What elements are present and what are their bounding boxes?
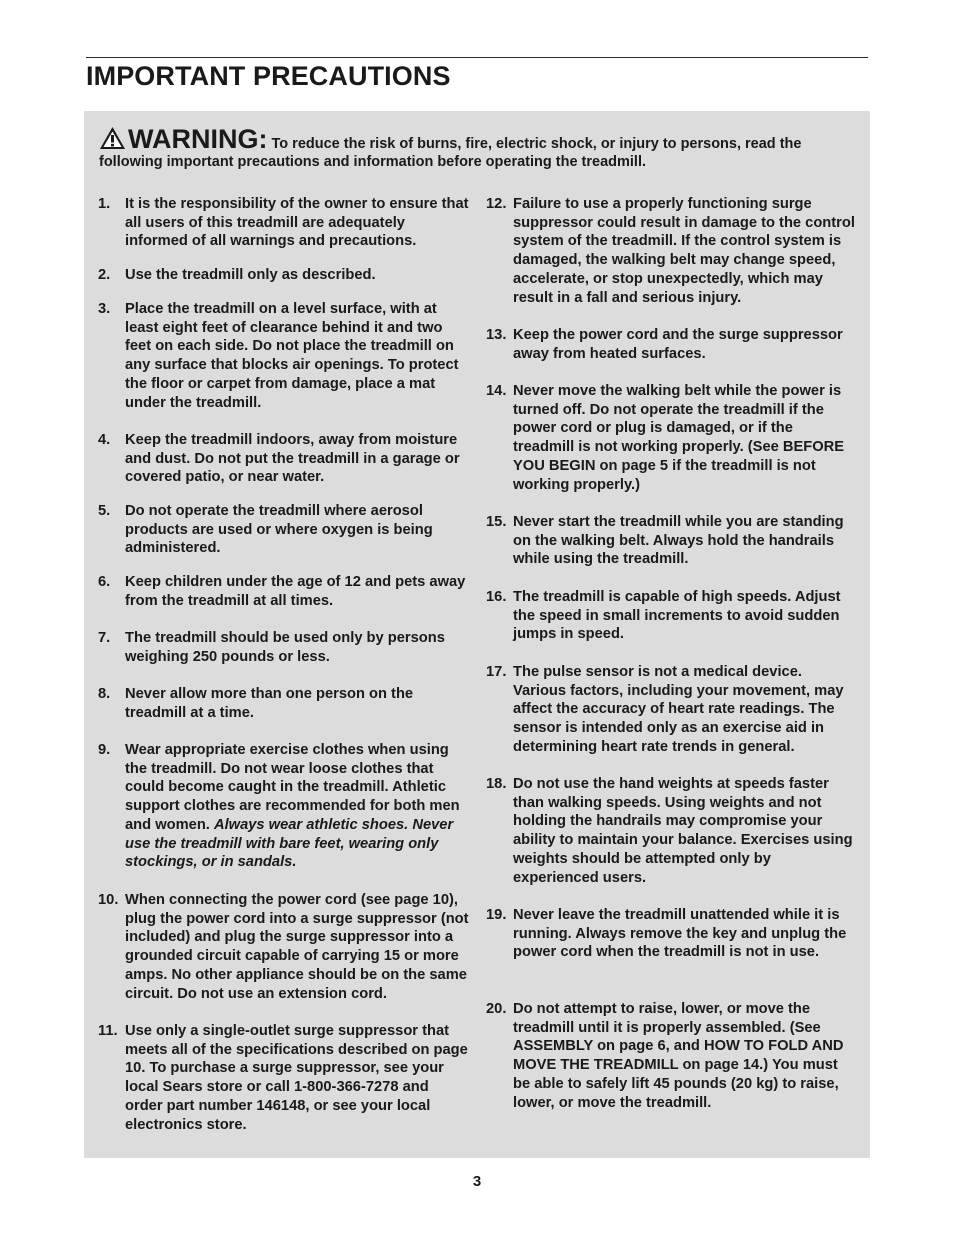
item-number: 9. <box>98 742 111 758</box>
item-text: The treadmill should be used only by persons weighing 250 pounds or less. <box>125 630 445 665</box>
precaution-item <box>98 629 470 666</box>
item-text: It is the responsibility of the owner to ensure that all users of this treadmill are adequately informed of all warnings and precautions. <box>125 196 469 250</box>
item-text: The treadmill is capable of high speeds. Adjust the speed in small increments to avoid sudden jumps in speed. <box>513 589 841 643</box>
item-number: 1. <box>98 196 111 212</box>
item-text: Never allow more than one person on the treadmill at a time. <box>125 686 414 721</box>
precaution-item <box>98 266 470 285</box>
precaution-item <box>486 775 856 887</box>
precaution-item <box>486 906 856 962</box>
item-number: 11. <box>98 1023 118 1039</box>
precaution-item <box>486 1000 856 1112</box>
item-number: 8. <box>98 686 111 702</box>
item-text: Do not operate the treadmill where aerosol products are used or where oxygen is being administered. <box>125 503 433 557</box>
item-number: 20. <box>486 1001 507 1017</box>
item-text: Never move the walking belt while the power is turned off. Do not operate the treadmill if the power cord or plug is damaged, or if the treadmill is not working properly. (See BEFORE YOU BEGIN on page 5 if the treadmill is not working properly.) <box>513 383 845 493</box>
item-text: Never start the treadmill while you are standing on the walking belt. Always hold the handrails while using the treadmill. <box>513 514 844 568</box>
item-text: Do not attempt to raise, lower, or move the treadmill until it is properly assembled. (See ASSEMBLY on page 6, and HOW TO FOLD AND MOVE THE TREADMILL on page 14.) You must be able to safely lift 45 pounds (20 kg) to raise, lower, or move the treadmill. <box>513 1001 844 1111</box>
item-number: 2. <box>98 267 111 283</box>
item-text: Never leave the treadmill unattended while it is running. Always remove the key and unplug the power cord when the treadmill is not in use. <box>513 907 847 961</box>
page-number: 3 <box>472 1173 482 1190</box>
warning-label: WARNING: <box>128 124 268 154</box>
item-text: Keep the treadmill indoors, away from moisture and dust. Do not put the treadmill in a garage or covered patio, or near water. <box>125 432 460 486</box>
item-text: The pulse sensor is not a medical device. Various factors, including your movement, may affect the accuracy of heart rate readings. The sensor is intended only as an exercise aid in determining heart rate trends in general. <box>513 664 844 755</box>
warning-statement <box>99 125 855 171</box>
item-number: 6. <box>98 574 111 590</box>
item-number: 10. <box>98 892 119 908</box>
warning-panel <box>84 111 870 1158</box>
item-text: Keep the power cord and the surge suppressor away from heated surfaces. <box>513 327 843 362</box>
precaution-item <box>486 326 856 363</box>
item-number: 14. <box>486 383 507 399</box>
precaution-item <box>98 1022 470 1134</box>
page-title: IMPORTANT PRECAUTIONS <box>86 61 451 91</box>
item-number: 3. <box>98 301 111 317</box>
item-text: Do not use the hand weights at speeds faster than walking speeds. Using weights and not holding the handrails may compromise your ability to maintain your balance. Exercises using weights should be attempted only by experienced users. <box>513 776 853 886</box>
item-number: 13. <box>486 327 507 343</box>
item-emphasis: Always wear athletic shoes. Never use the treadmill with bare feet, wearing only stockings, or in sandals. <box>125 816 454 871</box>
precaution-item <box>98 573 470 610</box>
warning-heading <box>99 124 267 154</box>
precaution-item <box>98 741 470 872</box>
precaution-item <box>486 513 856 569</box>
header-rule <box>86 57 868 58</box>
item-text: Keep children under the age of 12 and pets away from the treadmill at all times. <box>125 574 466 609</box>
item-text: Wear appropriate exercise clothes when using the treadmill. Do not wear loose clothes that could become caught in the treadmill. Athletic support clothes are recommended for both men and women. <box>125 742 460 833</box>
item-number: 16. <box>486 589 507 605</box>
precaution-item <box>486 663 856 757</box>
item-text: Use the treadmill only as described. <box>125 267 376 283</box>
item-text: Failure to use a properly functioning surge suppressor could result in damage to the control system of the treadmill. If the control system is damaged, the walking belt may change speed, accelerate, or stop unexpectedly, which may result in a fall and serious injury. <box>513 196 855 306</box>
warning-triangle-icon <box>99 126 126 150</box>
precaution-item <box>98 195 470 251</box>
item-number: 17. <box>486 664 507 680</box>
item-number: 19. <box>486 907 507 923</box>
precaution-item <box>98 685 470 722</box>
precaution-item <box>98 502 470 558</box>
item-number: 18. <box>486 776 507 792</box>
precaution-item <box>98 891 470 1003</box>
item-text: When connecting the power cord (see page 10), plug the power cord into a surge suppressor (not included) and plug the surge suppressor into a grounded circuit capable of carrying 15 or more amps. No other appliance should be on the same circuit. Do not use an extension cord. <box>125 892 469 1002</box>
precaution-item <box>486 382 856 494</box>
precaution-item <box>98 300 470 412</box>
item-number: 4. <box>98 432 111 448</box>
item-number: 15. <box>486 514 507 530</box>
item-number: 12. <box>486 196 507 212</box>
item-text: Use only a single-outlet surge suppressor that meets all of the specifications described on page 10. To purchase a surge suppressor, see your local Sears store or call 1-800-366-7278 and order part number 146148, or see your local electronics store. <box>125 1023 468 1133</box>
item-number: 5. <box>98 503 111 519</box>
item-number: 7. <box>98 630 111 646</box>
item-text: Place the treadmill on a level surface, with at least eight feet of clearance behind it and two feet on each side. Do not place the treadmill on any surface that blocks air openings. To protect the floor or carpet from damage, place a mat under the treadmill. <box>125 301 459 411</box>
precaution-item <box>98 431 470 487</box>
warning-text: To reduce the risk of burns, fire, electric shock, or injury to persons, read the following important precautions and information before operating the treadmill. <box>99 136 802 170</box>
precaution-item <box>486 588 856 644</box>
precaution-item <box>486 195 856 307</box>
